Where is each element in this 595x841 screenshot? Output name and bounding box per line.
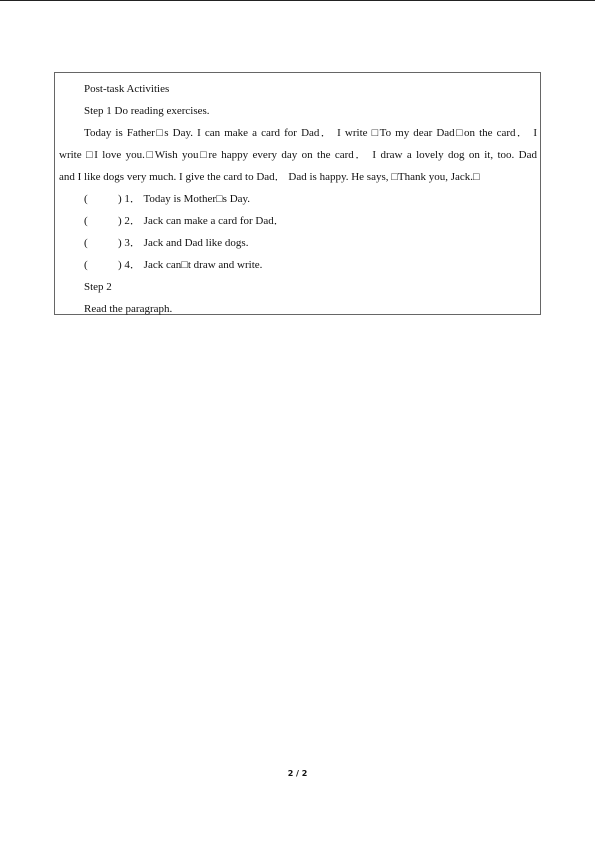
question-text: ) 4． Jack can□t draw and write. — [118, 259, 263, 271]
answer-blank: ( — [84, 193, 88, 205]
section-heading: Post-task Activities — [84, 83, 170, 95]
step-2-instruction: Read the paragraph. — [84, 303, 173, 315]
reading-paragraph-line-3: and I like dogs very much. I give the card to Dad． Dad is happy. He says, □Thank you, Jack.□ — [59, 171, 480, 183]
answer-blank: ( — [84, 215, 88, 227]
question-text: ) 2． Jack can make a card for Dad． — [118, 215, 285, 227]
question-2 — [84, 214, 285, 228]
reading-paragraph-line-1: Today is Father□s Day. I can make a card for Dad． I write □To my dear Dad□on the card． I — [84, 127, 537, 139]
question-1 — [84, 192, 250, 206]
page-number: 2 / 2 — [287, 769, 308, 778]
question-text: ) 1． Today is Mother□s Day. — [118, 193, 251, 205]
answer-blank: ( — [84, 259, 88, 271]
question-text: ) 3． Jack and Dad like dogs. — [118, 237, 249, 249]
question-3 — [84, 236, 248, 250]
activity-box — [54, 72, 541, 315]
top-rule — [0, 0, 595, 1]
step-2-label: Step 2 — [84, 281, 112, 293]
reading-paragraph-line-2: write □I love you.□Wish you□re happy every day on the card． I draw a lovely dog on it, too. Dad — [59, 149, 537, 161]
step-1-label: Step 1 Do reading exercises. — [84, 105, 210, 117]
answer-blank: ( — [84, 237, 88, 249]
question-4 — [84, 258, 262, 272]
